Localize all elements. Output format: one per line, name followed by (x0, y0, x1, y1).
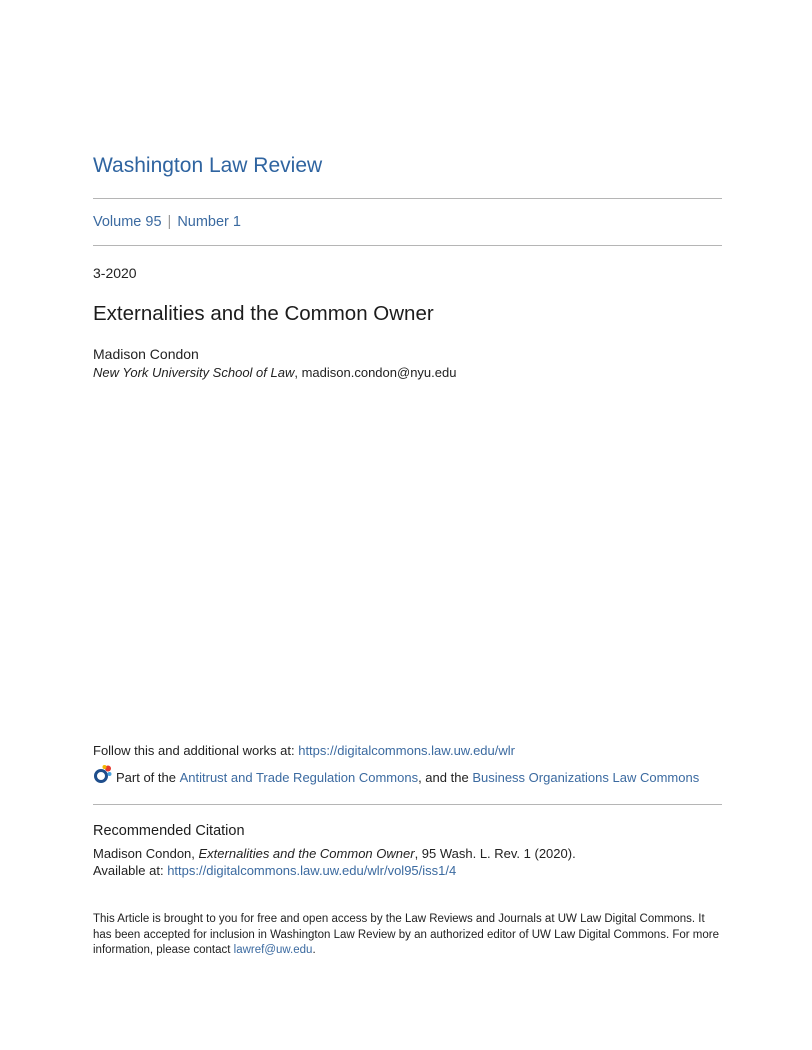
antitrust-commons-link[interactable]: Antitrust and Trade Regulation Commons (179, 770, 419, 785)
follow-line (93, 743, 515, 758)
citation-title: Externalities and the Common Owner (198, 846, 415, 861)
citation-rest: , 95 Wash. L. Rev. 1 (2020). (414, 846, 576, 861)
citation-available-prefix: Available at: (93, 863, 168, 878)
divider-top (93, 198, 722, 199)
article-title: Externalities and the Common Owner (93, 302, 434, 325)
part-of-prefix: Part of the (116, 770, 176, 785)
notice-end: . (312, 944, 316, 956)
journal-title-link[interactable]: Washington Law Review (93, 154, 323, 177)
divider-bottom (93, 804, 722, 805)
issue-separator: | (167, 214, 172, 230)
affiliation-separator: , (294, 365, 302, 380)
publication-date: 3-2020 (93, 265, 137, 281)
business-org-commons-link[interactable]: Business Organizations Law Commons (472, 770, 700, 785)
author-affiliation (93, 365, 456, 380)
access-notice (93, 912, 722, 959)
author-name: Madison Condon (93, 346, 199, 362)
follow-prefix: Follow this and additional works at: (93, 743, 299, 758)
volume-link[interactable]: Volume 95 (93, 214, 162, 230)
issue-line (93, 214, 241, 230)
network-commons-icon (93, 764, 113, 784)
author-email: madison.condon@nyu.edu (301, 365, 457, 380)
citation-url-link[interactable]: https://digitalcommons.law.uw.edu/wlr/vol95/iss1/4 (167, 863, 457, 878)
contact-email-link[interactable]: lawref@uw.edu (233, 944, 313, 956)
part-of-middle: , and the (418, 770, 469, 785)
citation-author: Madison Condon, (93, 846, 199, 861)
number-link[interactable]: Number 1 (177, 214, 241, 230)
citation-heading: Recommended Citation (93, 823, 245, 839)
citation-body (93, 845, 576, 879)
follow-url-link[interactable]: https://digitalcommons.law.uw.edu/wlr (298, 743, 515, 758)
notice-text: This Article is brought to you for free and open access by the Law Reviews and Journals at UW Law Digital Commons. It has been accepted for inclusion in Washington Law Review by an authorized editor of UW Law Digital Commons. For more information, please contact (93, 913, 719, 956)
part-of-line (93, 765, 699, 785)
divider-middle (93, 245, 722, 246)
affiliation-name: New York University School of Law (93, 365, 295, 380)
